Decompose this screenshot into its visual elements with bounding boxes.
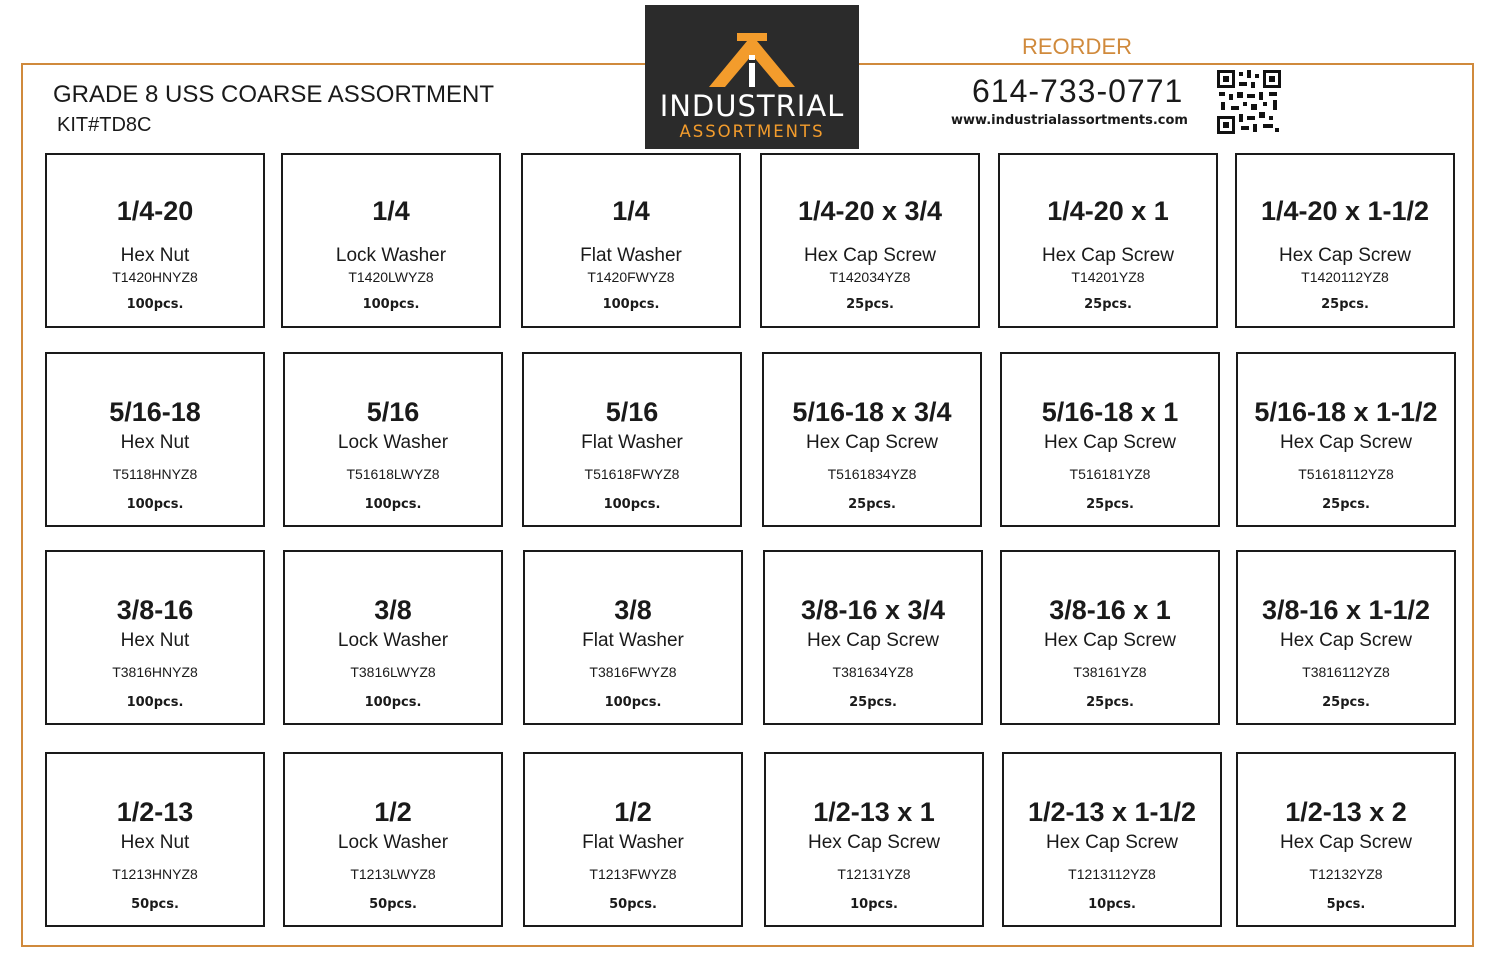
item-type: Flat Washer bbox=[582, 832, 684, 853]
item-quantity: 5pcs. bbox=[1326, 897, 1366, 912]
item-card bbox=[1000, 550, 1220, 725]
item-quantity: 25pcs. bbox=[849, 695, 897, 710]
item-size: 1/4-20 x 1 bbox=[1047, 196, 1169, 226]
item-card bbox=[523, 550, 743, 725]
item-quantity: 50pcs. bbox=[369, 897, 417, 912]
item-quantity: 10pcs. bbox=[1088, 897, 1136, 912]
item-card bbox=[762, 352, 982, 527]
item-code: T12132YZ8 bbox=[1309, 866, 1383, 882]
item-type: Hex Cap Screw bbox=[1044, 432, 1176, 453]
item-type: Lock Washer bbox=[337, 630, 449, 651]
item-card bbox=[1236, 352, 1456, 527]
item-type: Hex Cap Screw bbox=[1280, 832, 1412, 853]
item-type: Hex Nut bbox=[120, 832, 190, 853]
item-code: T1213LWYZ8 bbox=[350, 866, 436, 882]
item-size: 3/8-16 x 1 bbox=[1049, 595, 1171, 625]
item-code: T3816FWYZ8 bbox=[589, 664, 677, 680]
item-card bbox=[763, 550, 983, 725]
item-size: 5/16-18 bbox=[109, 397, 201, 427]
item-card bbox=[45, 352, 265, 527]
item-size: 3/8-16 x 1-1/2 bbox=[1261, 595, 1431, 625]
item-code: T5161834YZ8 bbox=[827, 466, 917, 482]
item-type: Lock Washer bbox=[337, 832, 449, 853]
item-size: 1/2-13 x 1-1/2 bbox=[1027, 797, 1197, 827]
item-card bbox=[521, 153, 741, 328]
item-size: 5/16-18 x 1-1/2 bbox=[1254, 397, 1438, 427]
item-card bbox=[760, 153, 980, 328]
item-code: T38161YZ8 bbox=[1073, 664, 1147, 680]
item-type: Flat Washer bbox=[580, 245, 682, 266]
item-card bbox=[764, 752, 984, 927]
item-code: T1213FWYZ8 bbox=[589, 866, 677, 882]
item-size: 3/8-16 x 3/4 bbox=[800, 595, 946, 625]
item-quantity: 25pcs. bbox=[1322, 695, 1370, 710]
item-size: 1/4 bbox=[612, 196, 650, 226]
item-size: 1/2 bbox=[374, 797, 412, 827]
item-card bbox=[1236, 550, 1456, 725]
qr-code-icon bbox=[1217, 70, 1281, 134]
item-quantity: 25pcs. bbox=[1322, 497, 1370, 512]
item-type: Hex Cap Screw bbox=[1280, 432, 1412, 453]
logo-word-industrial: INDUSTRIAL bbox=[659, 89, 845, 123]
item-quantity: 25pcs. bbox=[1084, 297, 1132, 312]
kit-title: GRADE 8 USS COARSE ASSORTMENT bbox=[53, 81, 494, 108]
item-quantity: 25pcs. bbox=[1321, 297, 1369, 312]
item-card bbox=[1000, 352, 1220, 527]
item-card bbox=[998, 153, 1218, 328]
item-size: 3/8 bbox=[614, 595, 652, 625]
item-code: T1420HNYZ8 bbox=[112, 269, 198, 285]
item-type: Hex Cap Screw bbox=[1044, 630, 1176, 651]
item-type: Hex Nut bbox=[120, 630, 190, 651]
item-type: Hex Cap Screw bbox=[808, 832, 940, 853]
item-code: T51618112YZ8 bbox=[1298, 466, 1394, 482]
item-code: T516181YZ8 bbox=[1069, 466, 1151, 482]
item-quantity: 100pcs. bbox=[602, 297, 660, 312]
item-quantity: 25pcs. bbox=[1086, 497, 1134, 512]
item-quantity: 100pcs. bbox=[603, 497, 661, 512]
item-quantity: 100pcs. bbox=[364, 497, 422, 512]
item-code: T12131YZ8 bbox=[837, 866, 911, 882]
item-size: 1/2 bbox=[614, 797, 652, 827]
item-card bbox=[1235, 153, 1455, 328]
item-quantity: 100pcs. bbox=[604, 695, 662, 710]
item-quantity: 50pcs. bbox=[609, 897, 657, 912]
item-size: 3/8 bbox=[374, 595, 412, 625]
item-code: T1420112YZ8 bbox=[1301, 269, 1389, 285]
item-type: Lock Washer bbox=[337, 432, 449, 453]
item-quantity: 100pcs. bbox=[362, 297, 420, 312]
item-type: Hex Cap Screw bbox=[1280, 630, 1412, 651]
item-size: 1/4-20 x 1-1/2 bbox=[1260, 196, 1430, 226]
item-type: Flat Washer bbox=[581, 432, 683, 453]
item-type: Lock Washer bbox=[335, 245, 447, 266]
logo-word-assortments: ASSORTMENTS bbox=[679, 122, 825, 141]
item-quantity: 25pcs. bbox=[846, 297, 894, 312]
item-quantity: 10pcs. bbox=[850, 897, 898, 912]
item-type: Flat Washer bbox=[582, 630, 684, 651]
item-card bbox=[283, 752, 503, 927]
item-card bbox=[283, 550, 503, 725]
item-code: T1213HNYZ8 bbox=[112, 866, 198, 882]
item-code: T1420LWYZ8 bbox=[348, 269, 434, 285]
reorder-phone: 614-733-0771 bbox=[972, 73, 1184, 109]
item-card bbox=[522, 352, 742, 527]
item-quantity: 100pcs. bbox=[126, 297, 184, 312]
item-code: T5118HNYZ8 bbox=[112, 466, 198, 482]
item-size: 5/16-18 x 3/4 bbox=[792, 397, 952, 427]
item-type: Hex Cap Screw bbox=[807, 630, 939, 651]
item-type: Hex Nut bbox=[120, 245, 190, 266]
item-size: 5/16-18 x 1 bbox=[1041, 397, 1179, 427]
item-code: T1213112YZ8 bbox=[1068, 866, 1156, 882]
item-card bbox=[281, 153, 501, 328]
item-size: 1/4-20 x 3/4 bbox=[797, 196, 943, 226]
item-size: 1/4-20 bbox=[116, 196, 194, 226]
item-quantity: 100pcs. bbox=[126, 497, 184, 512]
item-type: Hex Nut bbox=[120, 432, 190, 453]
item-code: T3816LWYZ8 bbox=[350, 664, 436, 680]
item-type: Hex Cap Screw bbox=[1279, 245, 1411, 266]
item-card bbox=[45, 752, 265, 927]
item-size: 3/8-16 bbox=[116, 595, 194, 625]
item-card bbox=[1236, 752, 1456, 927]
item-type: Hex Cap Screw bbox=[1046, 832, 1178, 853]
item-size: 5/16 bbox=[605, 397, 659, 427]
item-code: T381634YZ8 bbox=[832, 664, 914, 680]
item-size: 1/2-13 x 2 bbox=[1285, 797, 1407, 827]
item-code: T3816HNYZ8 bbox=[112, 664, 198, 680]
item-code: T14201YZ8 bbox=[1071, 269, 1145, 285]
industrial-assortments-logo bbox=[645, 5, 859, 149]
item-card bbox=[283, 352, 503, 527]
item-card bbox=[1002, 752, 1222, 927]
item-code: T1420FWYZ8 bbox=[587, 269, 675, 285]
item-code: T51618FWYZ8 bbox=[584, 466, 680, 482]
item-quantity: 25pcs. bbox=[848, 497, 896, 512]
item-size: 1/4 bbox=[372, 196, 410, 226]
reorder-heading: REORDER bbox=[1022, 34, 1133, 59]
item-code: T142034YZ8 bbox=[829, 269, 911, 285]
item-quantity: 50pcs. bbox=[131, 897, 179, 912]
item-code: T51618LWYZ8 bbox=[346, 466, 440, 482]
item-card bbox=[45, 550, 265, 725]
item-code: T3816112YZ8 bbox=[1302, 664, 1390, 680]
item-size: 5/16 bbox=[366, 397, 420, 427]
item-type: Hex Cap Screw bbox=[804, 245, 936, 266]
item-size: 1/2-13 x 1 bbox=[813, 797, 935, 827]
kit-number: KIT#TD8C bbox=[57, 114, 152, 136]
item-quantity: 100pcs. bbox=[126, 695, 184, 710]
item-quantity: 25pcs. bbox=[1086, 695, 1134, 710]
item-quantity: 100pcs. bbox=[364, 695, 422, 710]
item-card bbox=[523, 752, 743, 927]
item-card bbox=[45, 153, 265, 328]
item-size: 1/2-13 bbox=[116, 797, 194, 827]
reorder-website: www.industrialassortments.com bbox=[951, 113, 1188, 128]
item-type: Hex Cap Screw bbox=[1042, 245, 1174, 266]
item-type: Hex Cap Screw bbox=[806, 432, 938, 453]
